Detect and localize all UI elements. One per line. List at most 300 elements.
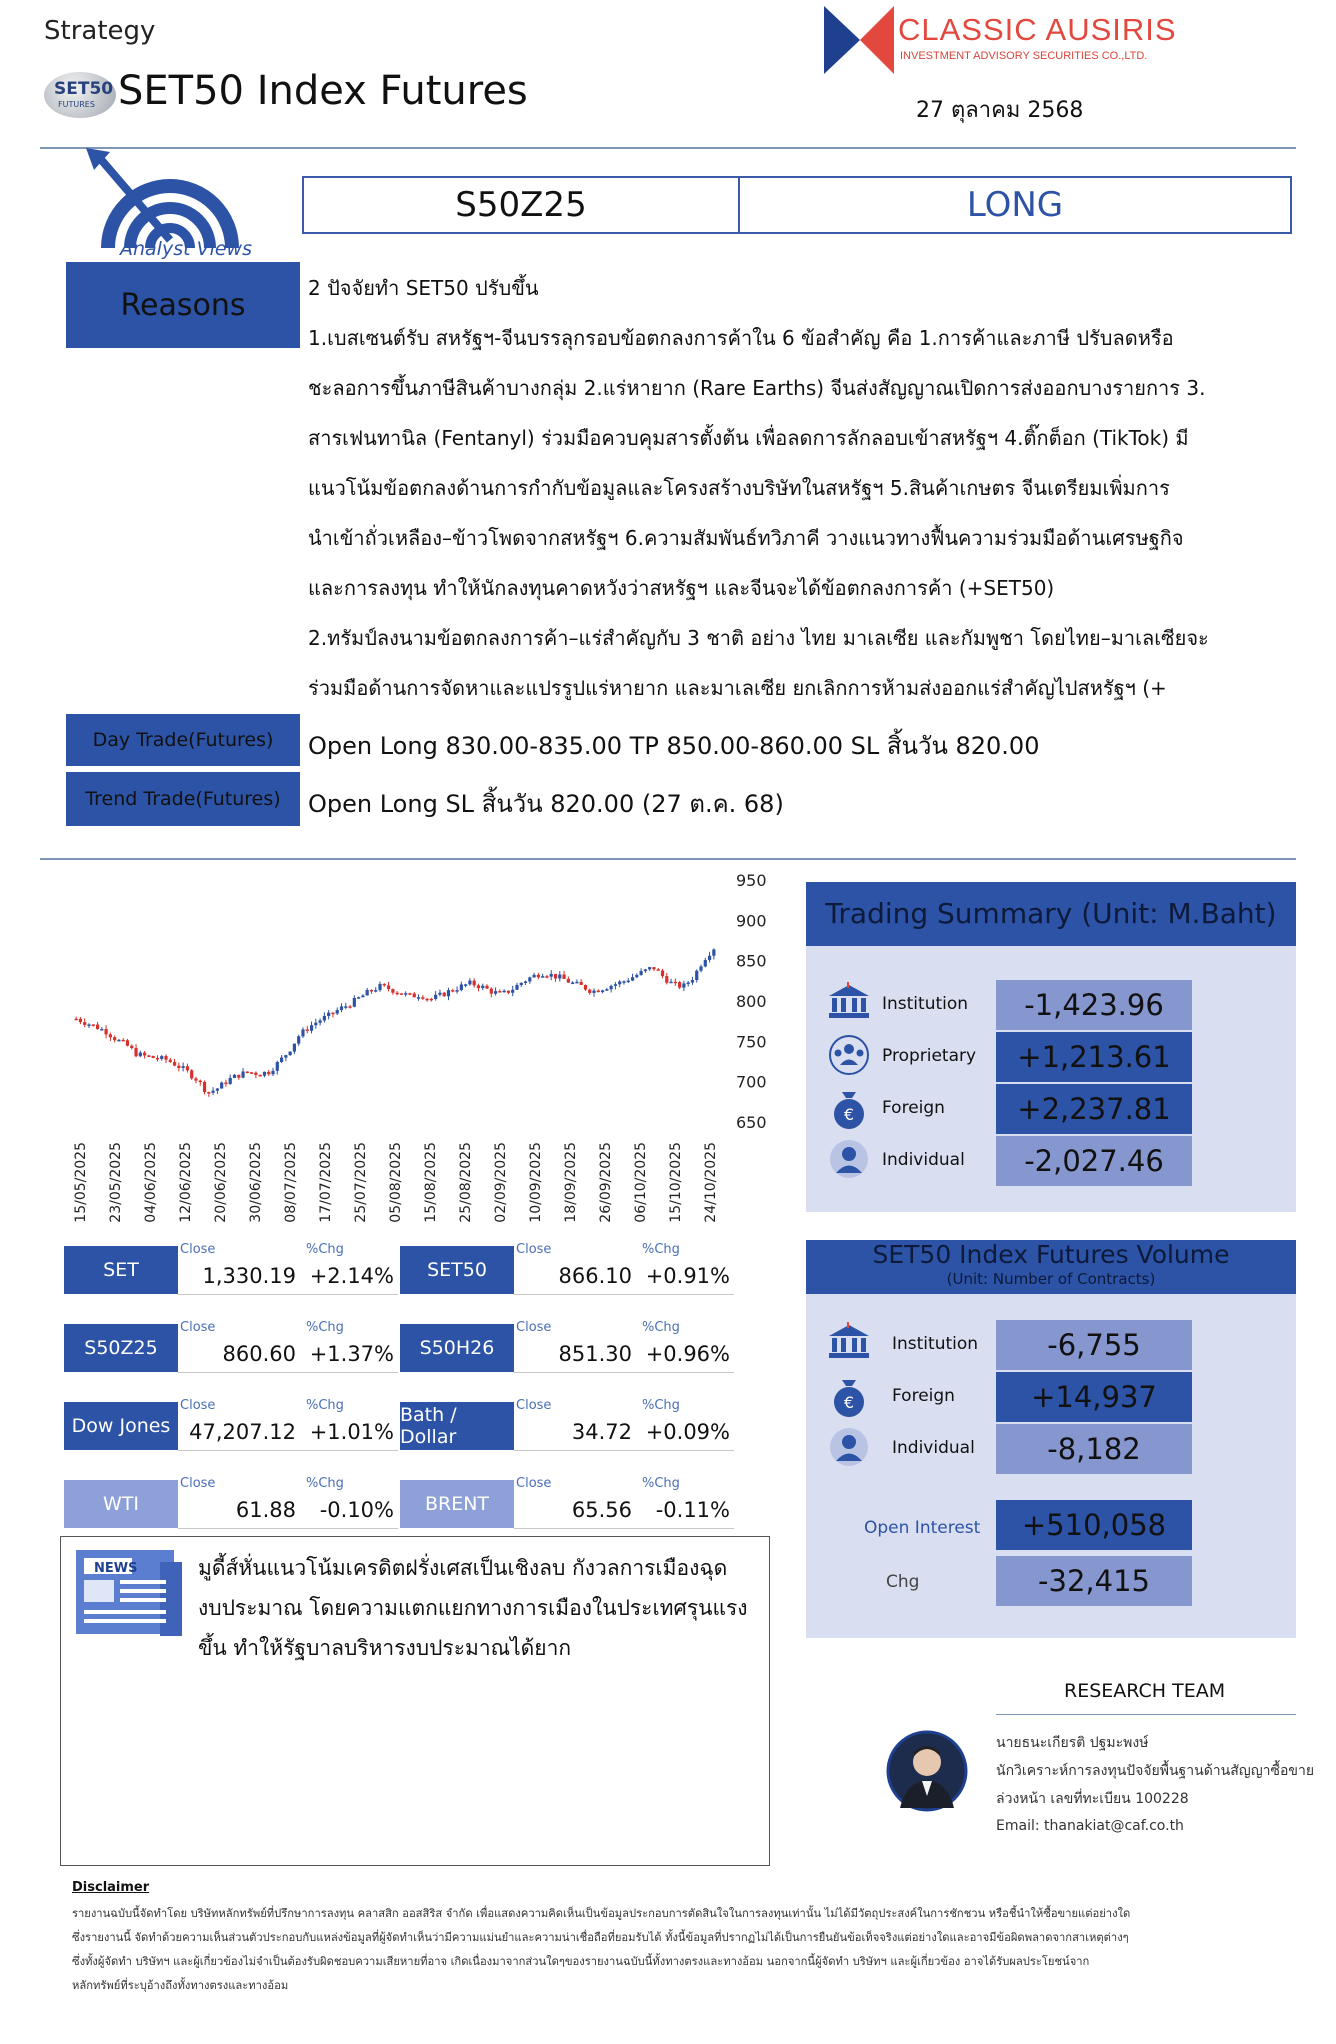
- candle-body: [391, 989, 394, 993]
- candle-body: [383, 984, 386, 986]
- candle-body: [588, 990, 591, 993]
- oi-change-value: -32,415: [996, 1556, 1192, 1606]
- candle-body: [464, 984, 467, 986]
- market-name: S50H26: [400, 1324, 514, 1372]
- x-tick-label: 12/06/2025: [178, 1142, 194, 1223]
- market-name: SET: [64, 1246, 178, 1294]
- candle-body: [357, 997, 360, 999]
- candle-body: [507, 991, 510, 993]
- candle-body: [156, 1058, 159, 1060]
- candle-body: [263, 1072, 266, 1076]
- candle-body: [682, 983, 685, 987]
- news-line: มูดี้ส์หั่นแนวโน้มเครดิตฝรั่งเศสเป็นเชิงลบ กังวลการเมืองฉุด: [198, 1556, 728, 1580]
- market-underline: [514, 1528, 734, 1529]
- candle-body: [455, 990, 458, 992]
- x-tick-label: 10/09/2025: [528, 1142, 544, 1223]
- candle-body: [139, 1053, 142, 1057]
- pct-change-value: +1.01%: [309, 1420, 394, 1444]
- row-value: -1,423.96: [996, 980, 1192, 1030]
- close-label: Close: [516, 1242, 552, 1257]
- trading-summary-title: Trading Summary (Unit: M.Baht): [806, 882, 1296, 946]
- market-underline: [178, 1450, 398, 1451]
- set50-futures-logo: [44, 72, 116, 118]
- row-value: -6,755: [996, 1320, 1192, 1370]
- candle-body: [267, 1072, 270, 1074]
- candle-body: [691, 980, 694, 983]
- reason-line: สารเฟนทานิล (Fentanyl) ร่วมมือควบคุมสารตั้งต้น เพื่อลดการลักลอบเข้าสหรัฐฯ 4.ติ๊กต็อก (TikTok) มี: [308, 426, 1189, 450]
- close-label: Close: [516, 1476, 552, 1491]
- candle-body: [665, 976, 668, 983]
- candle-body: [558, 975, 561, 979]
- candle-body: [220, 1083, 223, 1089]
- group-icon: [826, 1034, 872, 1080]
- logo-subtext: FUTURES: [58, 100, 95, 109]
- candle-body: [310, 1025, 313, 1031]
- candle-body: [635, 975, 638, 977]
- market-underline: [514, 1294, 734, 1295]
- candle-body: [571, 983, 574, 985]
- strategy-label: Strategy: [44, 16, 156, 46]
- candle-body: [460, 984, 463, 990]
- x-tick-label: 30/06/2025: [248, 1142, 264, 1223]
- pct-change-label: %Chg: [306, 1320, 344, 1335]
- reason-line: 1.เบสเซนต์รับ สหรัฐฯ-จีนบรรลุกรอบข้อตกลงการค้าใน 6 ข้อสำคัญ คือ 1.การค้าและภาษี ปรับลดหรือ: [308, 326, 1174, 350]
- close-value: 860.60: [222, 1342, 296, 1366]
- x-tick-label: 25/07/2025: [353, 1142, 369, 1223]
- x-tick-label: 06/10/2025: [633, 1142, 649, 1223]
- y-tick-label: 850: [736, 951, 767, 971]
- row-value: +2,237.81: [996, 1084, 1192, 1134]
- candle-body: [122, 1040, 125, 1042]
- candle-body: [207, 1092, 210, 1094]
- candle-body: [344, 1006, 347, 1008]
- candle-body: [396, 993, 399, 995]
- row-value: +1,213.61: [996, 1032, 1192, 1082]
- candle-body: [353, 998, 356, 1007]
- pct-change-value: +0.09%: [645, 1420, 730, 1444]
- y-tick-label: 700: [736, 1072, 767, 1092]
- market-underline: [514, 1372, 734, 1373]
- x-tick-label: 17/07/2025: [318, 1142, 334, 1223]
- market-underline: [178, 1294, 398, 1295]
- candle-body: [592, 991, 595, 993]
- x-tick-label: 05/08/2025: [388, 1142, 404, 1223]
- reason-line: แนวโน้มข้อตกลงด้านการกำกับข้อมูลและโครงสร้างบริษัทในสหรัฐฯ 5.สินค้าเกษตร จีนเตรียมเพิ่มการ: [308, 476, 1170, 500]
- candle-body: [622, 981, 625, 983]
- candle-body: [331, 1013, 334, 1015]
- candle-body: [92, 1024, 95, 1026]
- close-value: 851.30: [558, 1342, 632, 1366]
- candle-body: [301, 1029, 304, 1036]
- candle-body: [678, 982, 681, 987]
- candle-body: [203, 1082, 206, 1092]
- analyst-name: นายธนะเกียรติ ปฐมะพงษ์: [996, 1735, 1149, 1751]
- candle-body: [348, 1006, 351, 1008]
- candle-body: [601, 990, 604, 992]
- candle-body: [421, 997, 424, 999]
- candle-body: [417, 997, 420, 999]
- candle-body: [254, 1073, 257, 1075]
- close-label: Close: [180, 1476, 216, 1491]
- money-bag-icon: [826, 1086, 872, 1134]
- candle-body: [498, 991, 501, 993]
- candle-body: [712, 949, 715, 955]
- logo-text: SET50: [54, 79, 114, 99]
- candle-body: [186, 1066, 189, 1070]
- volume-title-box: [806, 1240, 1296, 1294]
- candle-body: [687, 983, 690, 985]
- row-label: Individual: [892, 1438, 975, 1458]
- research-divider: [996, 1714, 1296, 1715]
- market-name: SET50: [400, 1246, 514, 1294]
- day-trade-label: Day Trade(Futures): [66, 714, 300, 766]
- close-value: 65.56: [571, 1498, 632, 1522]
- candle-body: [614, 984, 617, 986]
- candle-body: [652, 967, 655, 969]
- candle-body: [113, 1037, 116, 1040]
- candle-body: [143, 1053, 146, 1056]
- candle-body: [438, 993, 441, 995]
- contract-box: [302, 176, 1292, 234]
- candle-body: [216, 1089, 219, 1091]
- candle-body: [430, 999, 433, 1001]
- reason-line: และการลงทุน ทำให้นักลงทุนคาดหวังว่าสหรัฐฯ และจีนจะได้ข้อตกลงการค้า (+SET50): [308, 576, 1055, 600]
- close-label: Close: [180, 1398, 216, 1413]
- x-tick-label: 02/09/2025: [493, 1142, 509, 1223]
- close-value: 1,330.19: [202, 1264, 296, 1288]
- bank-icon: [826, 982, 872, 1024]
- candle-body: [494, 991, 497, 994]
- open-interest-value: +510,058: [996, 1500, 1192, 1550]
- y-tick-label: 900: [736, 911, 767, 931]
- disclaimer-line: ซึ่งรายงานนี้ จัดทำด้วยความเห็นส่วนตัวประกอบกับแหล่งข้อมูลที่ผู้จัดทำเห็นว่ามีความแม่นยำและความน่าเชื่อถือที่ยอมรับได้ ทั้งนี้ข้อมูลที่ปรากฏไม่ได้เป็นการยืนยันข้อเท็จจริงแต่อย่างใดและอาจมีข้อผิดพลาดจากสาเหตุต่างๆ: [72, 1931, 1129, 1944]
- candle-body: [109, 1034, 112, 1037]
- x-tick-label: 15/10/2025: [668, 1142, 684, 1223]
- candle-body: [319, 1020, 322, 1022]
- candle-body: [212, 1091, 215, 1093]
- x-tick-label: 04/06/2025: [143, 1142, 159, 1223]
- candle-body: [152, 1056, 155, 1058]
- pct-change-value: +0.91%: [645, 1264, 730, 1288]
- x-tick-label: 23/05/2025: [108, 1142, 124, 1223]
- candle-body: [562, 975, 565, 979]
- candle-body: [408, 993, 411, 995]
- candle-body: [400, 993, 403, 995]
- svg-text:€: €: [843, 1105, 855, 1124]
- candle-body: [503, 991, 506, 993]
- candle-body: [105, 1029, 108, 1034]
- candle-body: [537, 975, 540, 978]
- pct-change-value: -0.10%: [319, 1498, 394, 1522]
- candle-body: [306, 1029, 309, 1031]
- pct-change-value: +1.37%: [309, 1342, 394, 1366]
- price-chart: [60, 868, 780, 1248]
- candle-body: [515, 985, 518, 990]
- candle-body: [434, 995, 437, 999]
- candle-body: [545, 976, 548, 978]
- reason-line: ชะลอการขึ้นภาษีสินค้าบางกลุ่ม 2.แร่หายาก (Rare Earths) จีนส่งสัญญาณเปิดการส่งออกบางรายการ 3.: [308, 376, 1206, 400]
- candle-body: [370, 990, 373, 992]
- row-label: Foreign: [892, 1386, 955, 1406]
- pct-change-label: %Chg: [642, 1242, 680, 1257]
- candle-body: [271, 1071, 274, 1074]
- person-icon: [826, 1138, 872, 1184]
- candle-body: [704, 960, 707, 967]
- y-tick-label: 950: [736, 871, 767, 890]
- close-label: Close: [180, 1320, 216, 1335]
- row-value: -8,182: [996, 1424, 1192, 1474]
- candle-body: [490, 989, 493, 994]
- candle-body: [374, 990, 377, 992]
- candle-body: [605, 989, 608, 991]
- bank-icon: [826, 1322, 872, 1364]
- candle-body: [327, 1013, 330, 1016]
- candle-body: [567, 979, 570, 983]
- reason-line: 2.ทรัมป์ลงนามข้อตกลงการค้า–แร่สำคัญกับ 3 ชาติ อย่าง ไทย มาเลเซีย และกัมพูชา โดยไทย–มาเลเซียจะ: [308, 626, 1209, 650]
- open-interest-label: Open Interest: [864, 1518, 981, 1538]
- day-trade-text: Open Long 830.00-835.00 TP 850.00-860.00 SL สิ้นวัน 820.00: [308, 732, 1040, 760]
- news-line: ขึ้น ทำให้รัฐบาลบริหารงบประมาณได้ยาก: [198, 1636, 572, 1660]
- pct-change-value: +2.14%: [309, 1264, 394, 1288]
- candle-body: [75, 1019, 78, 1021]
- brand-subtitle: INVESTMENT ADVISORY SECURITIES CO.,LTD.: [900, 50, 1148, 62]
- row-label: Proprietary: [882, 1046, 977, 1066]
- analyst-views-caption: Analyst Views: [120, 238, 252, 260]
- candle-body: [554, 974, 557, 979]
- candle-body: [451, 990, 454, 992]
- row-label: Institution: [882, 994, 969, 1014]
- candle-body: [169, 1060, 172, 1062]
- candle-body: [657, 969, 660, 971]
- candle-body: [182, 1066, 185, 1068]
- pct-change-value: -0.11%: [655, 1498, 730, 1522]
- candle-body: [241, 1071, 244, 1077]
- candle-body: [289, 1052, 292, 1056]
- candle-body: [541, 976, 544, 978]
- candle-body: [96, 1025, 99, 1030]
- candle-body: [631, 977, 634, 980]
- x-tick-label: 18/09/2025: [563, 1142, 579, 1223]
- research-team-title: RESEARCH TEAM: [1064, 1680, 1226, 1702]
- candle-body: [550, 974, 553, 977]
- analyst-role: นักวิเคราะห์การลงทุนปัจจัยพื้นฐานด้านสัญญาซื้อขาย: [996, 1763, 1315, 1779]
- close-label: Close: [516, 1398, 552, 1413]
- candle-body: [100, 1029, 103, 1031]
- disclaimer-line: รายงานฉบับนี้จัดทำโดย บริษัทหลักทรัพย์ที่ปรึกษาการลงทุน คลาสสิก ออสสิริส จำกัด เพื่อแสดงความคิดเห็นเป็นข้อมูลประกอบการตัดสินใจในการลงทุนเท่านั้น ไม่ได้มีวัตถุประสงค์ในการชักชวน หรือชี้นำให้ซื้อขายแต่อย่างใด: [72, 1907, 1131, 1920]
- candle-body: [443, 993, 446, 997]
- close-value: 47,207.12: [189, 1420, 296, 1444]
- x-tick-label: 25/08/2025: [458, 1142, 474, 1223]
- candle-body: [280, 1058, 283, 1062]
- pct-change-label: %Chg: [306, 1398, 344, 1413]
- contract-code: S50Z25: [304, 178, 740, 232]
- candle-body: [293, 1044, 296, 1052]
- candle-body: [485, 986, 488, 989]
- candle-body: [199, 1081, 202, 1083]
- market-underline: [178, 1528, 398, 1529]
- disclaimer-title: Disclaimer: [72, 1880, 150, 1895]
- candle-body: [134, 1048, 137, 1056]
- candle-body: [524, 981, 527, 983]
- candle-body: [194, 1078, 197, 1080]
- candle-body: [366, 990, 369, 996]
- analyst-avatar: [886, 1730, 968, 1812]
- money-bag-icon: [826, 1374, 872, 1422]
- volume-title: SET50 Index Futures Volume: [872, 1240, 1230, 1269]
- candle-body: [511, 990, 514, 993]
- row-label: Institution: [892, 1334, 979, 1354]
- candle-body: [378, 984, 381, 990]
- page-title: SET50 Index Futures: [118, 68, 528, 114]
- candle-body: [160, 1056, 163, 1059]
- candle-body: [87, 1024, 90, 1026]
- candle-body: [83, 1022, 86, 1025]
- candle-body: [473, 981, 476, 986]
- brand-name: CLASSIC AUSIRIS: [898, 12, 1177, 47]
- market-name: WTI: [64, 1480, 178, 1528]
- market-name: S50Z25: [64, 1324, 178, 1372]
- candle-body: [640, 971, 643, 975]
- candle-body: [644, 969, 647, 971]
- report-date: 27 ตุลาคม 2568: [916, 98, 1084, 123]
- volume-subtitle: (Unit: Number of Contracts): [946, 1270, 1156, 1288]
- trend-trade-label: Trend Trade(Futures): [66, 772, 300, 826]
- close-label: Close: [516, 1320, 552, 1335]
- candle-body: [404, 993, 407, 995]
- candle-body: [468, 981, 471, 985]
- close-value: 866.10: [558, 1264, 632, 1288]
- analyst-email: Email: thanakiat@caf.co.th: [996, 1818, 1184, 1834]
- row-label: Individual: [882, 1150, 965, 1170]
- candle-body: [284, 1055, 287, 1057]
- x-tick-label: 15/05/2025: [73, 1142, 89, 1223]
- candle-body: [610, 986, 613, 989]
- candle-body: [173, 1062, 176, 1066]
- candle-body: [575, 982, 578, 984]
- candle-body: [117, 1040, 120, 1042]
- candle-body: [190, 1070, 193, 1078]
- candle-body: [323, 1016, 326, 1020]
- x-tick-label: 26/09/2025: [598, 1142, 614, 1223]
- candle-body: [229, 1078, 232, 1084]
- oi-change-label: Chg: [886, 1572, 920, 1592]
- section-divider: [40, 858, 1296, 860]
- candle-body: [130, 1046, 133, 1048]
- candle-body: [695, 971, 698, 980]
- candle-body: [597, 991, 600, 993]
- candle-body: [661, 971, 664, 977]
- row-label: Foreign: [882, 1098, 945, 1118]
- pct-change-label: %Chg: [306, 1476, 344, 1491]
- candle-body: [426, 999, 429, 1001]
- candle-body: [669, 982, 672, 984]
- pct-change-label: %Chg: [306, 1242, 344, 1257]
- disclaimer-line: หลักทรัพย์ที่ระบุอ้างถึงทั้งทางตรงและทางอ้อม: [72, 1979, 289, 1992]
- candle-body: [246, 1071, 249, 1073]
- svg-text:€: €: [843, 1393, 855, 1412]
- candle-body: [533, 975, 536, 978]
- market-name: Bath / Dollar: [400, 1402, 514, 1450]
- close-value: 34.72: [571, 1420, 632, 1444]
- candle-body: [297, 1036, 300, 1043]
- row-value: +14,937: [996, 1372, 1192, 1422]
- reason-line: ร่วมมือด้านการจัดหาและแปรรูปแร่หายาก และมาเลเซีย ยกเลิกการห้ามส่งออกแร่สำคัญไปสหรัฐฯ (+: [308, 676, 1167, 700]
- close-label: Close: [180, 1242, 216, 1257]
- trend-trade-text: Open Long SL สิ้นวัน 820.00 (27 ต.ค. 68): [308, 790, 784, 818]
- x-tick-label: 08/07/2025: [283, 1142, 299, 1223]
- candle-body: [413, 994, 416, 998]
- pct-change-label: %Chg: [642, 1476, 680, 1491]
- candle-body: [580, 982, 583, 985]
- y-tick-label: 650: [736, 1113, 767, 1132]
- reason-line: 2 ปัจจัยทำ SET50 ปรับขึ้น: [308, 276, 539, 300]
- reason-line: นำเข้าถั่วเหลือง–ข้าวโพดจากสหรัฐฯ 6.ความสัมพันธ์ทวิภาคี วางแนวทางฟื้นความร่วมมือด้านเศรษฐกิจ: [308, 526, 1184, 550]
- candle-body: [276, 1062, 279, 1071]
- candle-body: [477, 985, 480, 988]
- candle-body: [79, 1019, 82, 1022]
- person-icon: [826, 1426, 872, 1472]
- candle-body: [233, 1075, 236, 1078]
- candle-body: [177, 1066, 180, 1068]
- candle-body: [447, 990, 450, 996]
- y-tick-label: 750: [736, 1032, 767, 1052]
- news-line: งบประมาณ โดยความแตกแยกทางการเมืองในประเทศรุนแรง: [198, 1596, 748, 1620]
- y-tick-label: 800: [736, 992, 767, 1011]
- candle-body: [674, 982, 677, 984]
- candle-body: [336, 1010, 339, 1013]
- position-signal: LONG: [966, 185, 1064, 225]
- candle-body: [584, 985, 587, 990]
- candle-body: [259, 1075, 262, 1077]
- close-value: 61.88: [235, 1498, 296, 1522]
- candle-body: [699, 966, 702, 970]
- candle-body: [126, 1040, 129, 1045]
- candle-body: [314, 1023, 317, 1025]
- market-underline: [514, 1450, 734, 1451]
- candle-body: [164, 1056, 167, 1060]
- candle-body: [224, 1083, 227, 1085]
- candle-body: [237, 1075, 240, 1078]
- candle-body: [361, 995, 364, 997]
- x-tick-label: 20/06/2025: [213, 1142, 229, 1223]
- candle-body: [250, 1072, 253, 1074]
- candle-body: [520, 983, 523, 985]
- market-underline: [178, 1372, 398, 1373]
- market-name: BRENT: [400, 1480, 514, 1528]
- reasons-label: Reasons: [66, 262, 300, 348]
- market-name: Dow Jones: [64, 1402, 178, 1450]
- candle-body: [708, 956, 711, 960]
- brand-logo-icon: [820, 2, 898, 78]
- x-tick-label: 24/10/2025: [703, 1142, 719, 1223]
- candle-body: [387, 985, 390, 989]
- analyst-license: ล่วงหน้า เลขที่ทะเบียน 100228: [996, 1791, 1189, 1807]
- disclaimer-line: ซึ่งทั้งผู้จัดทำ บริษัทฯ และผู้เกี่ยวข้องไม่จำเป็นต้องรับผิดชอบความเสียหายที่อาจ เกิดเนื่องมาจากส่วนใดๆของรายงานฉบับนี้ทั้งทางตรงและทางอ้อม นอกจากนี้ผู้จัดทำ บริษัทฯ และผู้เกี่ยวข้อง อาจได้รับผลประโยชน์จาก: [72, 1955, 1090, 1968]
- x-tick-label: 15/08/2025: [423, 1142, 439, 1223]
- pct-change-label: %Chg: [642, 1398, 680, 1413]
- candle-body: [340, 1006, 343, 1010]
- pct-change-label: %Chg: [642, 1320, 680, 1335]
- news-icon-label: NEWS: [94, 1561, 138, 1576]
- candle-body: [147, 1055, 150, 1057]
- candle-body: [528, 977, 531, 981]
- pct-change-value: +0.96%: [645, 1342, 730, 1366]
- row-value: -2,027.46: [996, 1136, 1192, 1186]
- candle-body: [618, 982, 621, 985]
- candle-body: [648, 967, 651, 969]
- candle-body: [627, 981, 630, 983]
- candle-body: [481, 986, 484, 988]
